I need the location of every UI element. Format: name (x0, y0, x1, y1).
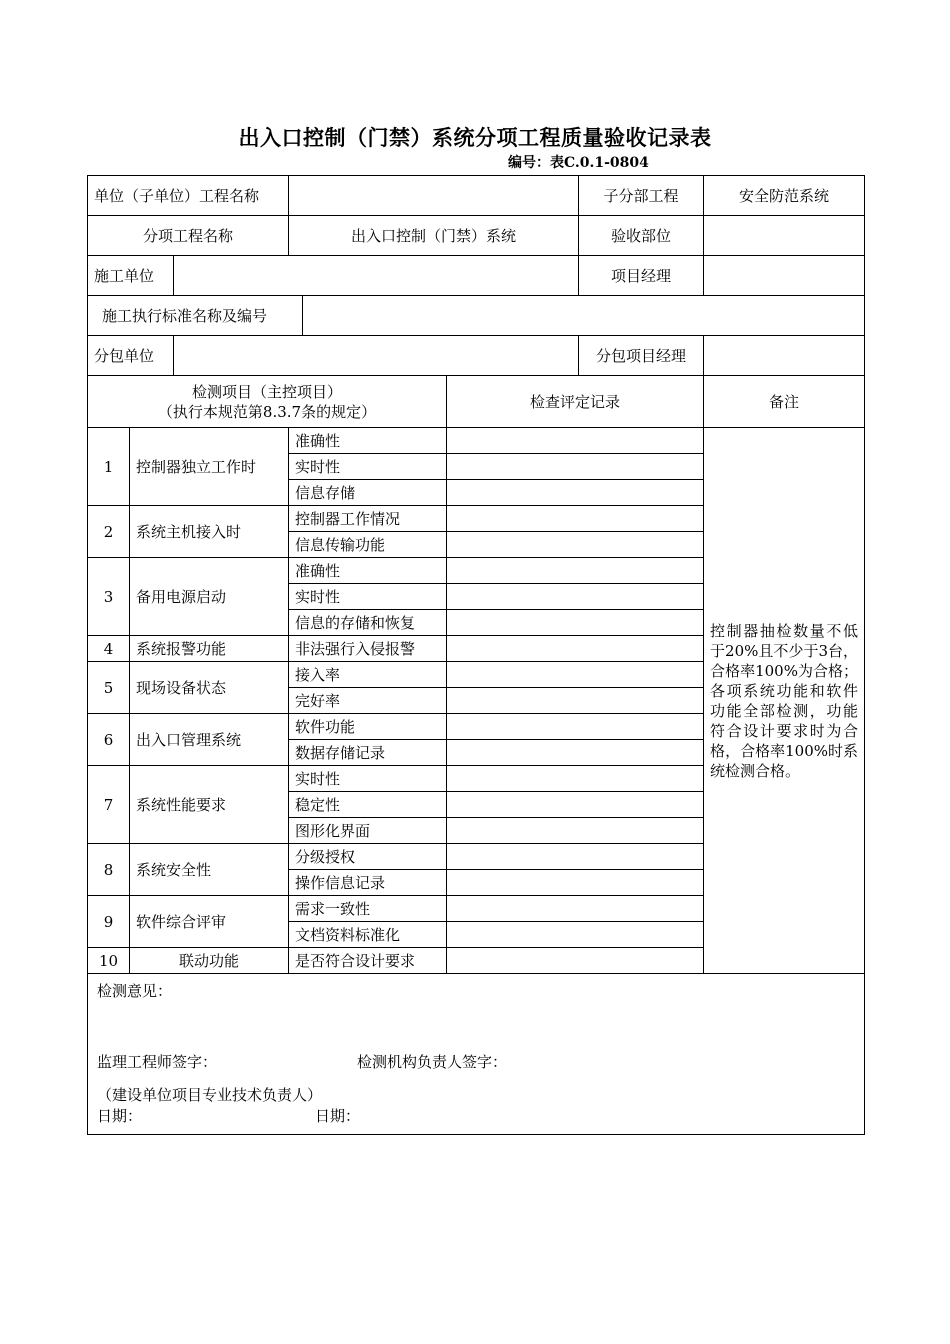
sub-item: 控制器工作情况 (289, 506, 447, 532)
acceptance-part-label: 验收部位 (579, 216, 704, 256)
item-name: 系统安全性 (130, 844, 289, 896)
date-label-1: 日期： (97, 1107, 143, 1125)
record-cell[interactable] (447, 870, 704, 896)
item-name: 出入口管理系统 (130, 714, 289, 766)
sub-item: 需求一致性 (289, 896, 447, 922)
record-cell[interactable] (447, 948, 704, 974)
record-cell[interactable] (447, 792, 704, 818)
construction-unit-value[interactable] (174, 256, 579, 296)
item-name: 备用电源启动 (130, 558, 289, 636)
record-cell[interactable] (447, 922, 704, 948)
project-manager-value[interactable] (704, 256, 865, 296)
item-no: 10 (88, 948, 130, 974)
record-cell[interactable] (447, 506, 704, 532)
column-header-row (88, 376, 865, 428)
unit-value[interactable] (289, 176, 579, 216)
record-cell[interactable] (447, 688, 704, 714)
record-cell[interactable] (447, 428, 704, 454)
item-name: 系统报警功能 (130, 636, 289, 662)
record-cell[interactable] (447, 844, 704, 870)
record-cell[interactable] (447, 662, 704, 688)
header-row-construction (88, 256, 865, 296)
item-name: 控制器独立工作时 (130, 428, 289, 506)
sub-item: 信息传输功能 (289, 532, 447, 558)
record-cell[interactable] (447, 610, 704, 636)
item-no: 6 (88, 714, 130, 766)
item-name: 软件综合评审 (130, 896, 289, 948)
sub-item: 实时性 (289, 766, 447, 792)
form-code: 编号：表C.0.1-0804 (508, 155, 649, 171)
item-no: 1 (88, 428, 130, 506)
acceptance-record-table (87, 175, 865, 1135)
record-cell[interactable] (447, 896, 704, 922)
record-cell[interactable] (447, 766, 704, 792)
item-no: 9 (88, 896, 130, 948)
sub-item: 信息存储 (289, 480, 447, 506)
subcontract-label: 分包单位 (88, 336, 174, 376)
sub-item: 准确性 (289, 558, 447, 584)
record-cell[interactable] (447, 584, 704, 610)
standard-label: 施工执行标准名称及编号 (88, 296, 303, 336)
construction-unit-label: 施工单位 (88, 256, 174, 296)
subcontract-value[interactable] (174, 336, 579, 376)
remark-header: 备注 (704, 376, 865, 428)
owner-note: （建设单位项目专业技术负责人） (97, 1086, 323, 1104)
item-no: 5 (88, 662, 130, 714)
header-row-standard (88, 296, 865, 336)
item-no: 3 (88, 558, 130, 636)
agency-sign-label: 检测机构负责人签字： (357, 1053, 508, 1071)
form-title: 出入口控制（门禁）系统分项工程质量验收记录表 (238, 125, 712, 150)
record-cell[interactable] (447, 714, 704, 740)
sub-division-label: 子分部工程 (579, 176, 704, 216)
record-cell[interactable] (447, 558, 704, 584)
sub-item: 是否符合设计要求 (289, 948, 447, 974)
sub-item: 文档资料标准化 (289, 922, 447, 948)
inspection-item-header-line2: （执行本规范第8.3.7条的规定） (157, 402, 377, 421)
opinion-section (88, 974, 865, 1135)
item-name: 系统性能要求 (130, 766, 289, 844)
item-label: 分项工程名称 (88, 216, 289, 256)
unit-label: 单位（子单位）工程名称 (88, 176, 289, 216)
sub-item: 操作信息记录 (289, 870, 447, 896)
item-name: 联动功能 (130, 948, 289, 974)
item-no: 7 (88, 766, 130, 844)
sub-pm-value[interactable] (704, 336, 865, 376)
item-name: 系统主机接入时 (130, 506, 289, 558)
record-cell[interactable] (447, 532, 704, 558)
sub-item: 实时性 (289, 454, 447, 480)
sub-item: 稳定性 (289, 792, 447, 818)
header-row-item (88, 216, 865, 256)
sub-item: 实时性 (289, 584, 447, 610)
sub-item: 信息的存储和恢复 (289, 610, 447, 636)
header-row-subcontract (88, 336, 865, 376)
sub-item: 接入率 (289, 662, 447, 688)
opinion-row (88, 974, 865, 1135)
item-no: 4 (88, 636, 130, 662)
item-no: 8 (88, 844, 130, 896)
sub-item: 软件功能 (289, 714, 447, 740)
signature-row (97, 1052, 855, 1074)
project-manager-label: 项目经理 (579, 256, 704, 296)
table-row (88, 428, 865, 454)
inspection-item-header-line1: 检测项目（主控项目） (192, 382, 343, 401)
sub-item: 数据存储记录 (289, 740, 447, 766)
item-value[interactable]: 出入口控制（门禁）系统 (289, 216, 579, 256)
supervisor-sign-label: 监理工程师签字： (97, 1053, 218, 1071)
opinion-label: 检测意见： (97, 982, 173, 1000)
remark-note: 控制器抽检数量不低于20%且不少于3台，合格率100%为合格；各项系统功能和软件功能全部检测，功能符合设计要求时为合格，合格率100%时系统检测合格。 (704, 428, 865, 974)
record-header: 检查评定记录 (447, 376, 704, 428)
record-cell[interactable] (447, 740, 704, 766)
date-row (97, 1106, 855, 1128)
item-no: 2 (88, 506, 130, 558)
acceptance-part-value[interactable] (704, 216, 865, 256)
inspection-item-header (88, 376, 447, 428)
standard-value[interactable] (303, 296, 865, 336)
date-label-2: 日期： (315, 1107, 361, 1125)
record-cell[interactable] (447, 818, 704, 844)
header-row-unit (88, 176, 865, 216)
sub-division-value[interactable]: 安全防范系统 (704, 176, 865, 216)
record-cell[interactable] (447, 454, 704, 480)
sub-item: 准确性 (289, 428, 447, 454)
record-cell[interactable] (447, 480, 704, 506)
sub-item: 完好率 (289, 688, 447, 714)
item-name: 现场设备状态 (130, 662, 289, 714)
sub-item: 分级授权 (289, 844, 447, 870)
record-cell[interactable] (447, 636, 704, 662)
sub-item: 图形化界面 (289, 818, 447, 844)
sub-item: 非法强行入侵报警 (289, 636, 447, 662)
sub-pm-label: 分包项目经理 (579, 336, 704, 376)
